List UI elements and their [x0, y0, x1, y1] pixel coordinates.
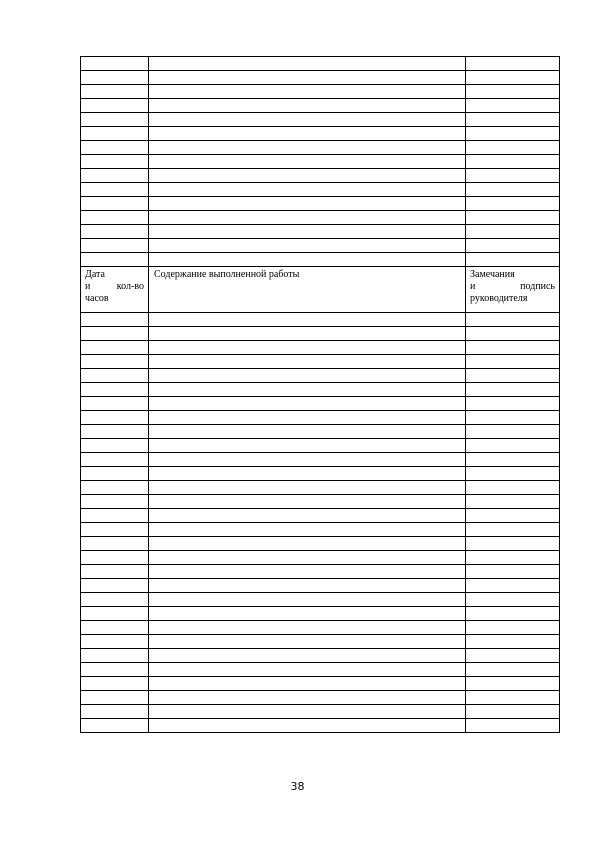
table-row — [81, 71, 560, 85]
remarks-cell[interactable] — [466, 495, 560, 509]
table-row — [81, 113, 560, 127]
work-content-cell[interactable] — [149, 369, 466, 383]
work-content-cell[interactable] — [149, 621, 466, 635]
header-date-line1: Дата — [85, 269, 105, 280]
work-content-cell[interactable] — [149, 253, 466, 267]
table-row — [81, 481, 560, 495]
table-row — [81, 355, 560, 369]
date-cell[interactable] — [81, 355, 149, 369]
table-row — [81, 141, 560, 155]
work-content-cell[interactable] — [149, 197, 466, 211]
date-cell[interactable] — [81, 183, 149, 197]
work-content-cell[interactable] — [149, 327, 466, 341]
table-row — [81, 523, 560, 537]
date-cell[interactable] — [81, 663, 149, 677]
table-row — [81, 397, 560, 411]
remarks-cell[interactable] — [466, 239, 560, 253]
header-work-content-label: Содержание выполненной работы — [154, 269, 300, 280]
table-row — [81, 197, 560, 211]
header-date-line2-right: кол-во — [116, 281, 144, 292]
work-content-cell[interactable] — [149, 551, 466, 565]
remarks-cell[interactable] — [466, 607, 560, 621]
work-content-cell[interactable] — [149, 183, 466, 197]
remarks-cell[interactable] — [466, 355, 560, 369]
remarks-cell[interactable] — [466, 127, 560, 141]
table-row — [81, 85, 560, 99]
remarks-cell[interactable] — [466, 537, 560, 551]
work-content-cell[interactable] — [149, 383, 466, 397]
date-cell[interactable] — [81, 677, 149, 691]
header-remarks-signature — [466, 267, 560, 313]
remarks-cell[interactable] — [466, 57, 560, 71]
remarks-cell[interactable] — [466, 621, 560, 635]
date-cell[interactable] — [81, 621, 149, 635]
table-rows-bottom — [81, 313, 560, 733]
table-row — [81, 607, 560, 621]
date-cell[interactable] — [81, 523, 149, 537]
work-content-cell[interactable] — [149, 705, 466, 719]
work-content-cell[interactable] — [149, 467, 466, 481]
date-cell[interactable] — [81, 593, 149, 607]
date-cell[interactable] — [81, 369, 149, 383]
header-date-hours — [81, 267, 149, 313]
remarks-cell[interactable] — [466, 439, 560, 453]
remarks-cell[interactable] — [466, 71, 560, 85]
table-row — [81, 327, 560, 341]
table-row — [81, 225, 560, 239]
remarks-cell[interactable] — [466, 313, 560, 327]
remarks-cell[interactable] — [466, 509, 560, 523]
work-content-cell[interactable] — [149, 677, 466, 691]
table-row — [81, 495, 560, 509]
date-cell[interactable] — [81, 635, 149, 649]
date-cell[interactable] — [81, 579, 149, 593]
remarks-cell[interactable] — [466, 411, 560, 425]
remarks-cell[interactable] — [466, 225, 560, 239]
table-row — [81, 719, 560, 733]
work-content-cell[interactable] — [149, 341, 466, 355]
work-content-cell[interactable] — [149, 85, 466, 99]
work-content-cell[interactable] — [149, 663, 466, 677]
work-content-cell[interactable] — [149, 71, 466, 85]
table-row — [81, 677, 560, 691]
work-content-cell[interactable] — [149, 523, 466, 537]
remarks-cell[interactable] — [466, 113, 560, 127]
work-content-cell[interactable] — [149, 495, 466, 509]
table-row — [81, 155, 560, 169]
header-remarks-line2-left: и — [470, 281, 476, 292]
date-cell[interactable] — [81, 71, 149, 85]
remarks-cell[interactable] — [466, 691, 560, 705]
work-content-cell[interactable] — [149, 453, 466, 467]
remarks-cell[interactable] — [466, 705, 560, 719]
table-row — [81, 663, 560, 677]
table-row — [81, 453, 560, 467]
date-cell[interactable] — [81, 691, 149, 705]
page-number: 38 — [290, 780, 305, 793]
table-row — [81, 691, 560, 705]
work-content-cell[interactable] — [149, 565, 466, 579]
date-cell[interactable] — [81, 141, 149, 155]
table-row — [81, 705, 560, 719]
work-log-table — [80, 56, 560, 733]
date-cell[interactable] — [81, 155, 149, 169]
work-content-cell[interactable] — [149, 425, 466, 439]
header-date-line2 — [85, 281, 144, 293]
date-cell[interactable] — [81, 253, 149, 267]
table-rows-top — [81, 57, 560, 267]
date-cell[interactable] — [81, 607, 149, 621]
work-content-cell[interactable] — [149, 239, 466, 253]
table-row — [81, 369, 560, 383]
remarks-cell[interactable] — [466, 719, 560, 733]
remarks-cell[interactable] — [466, 341, 560, 355]
work-content-cell[interactable] — [149, 635, 466, 649]
table-row — [81, 341, 560, 355]
remarks-cell[interactable] — [466, 593, 560, 607]
remarks-cell[interactable] — [466, 481, 560, 495]
date-cell[interactable] — [81, 327, 149, 341]
date-cell[interactable] — [81, 225, 149, 239]
table-row — [81, 313, 560, 327]
remarks-cell[interactable] — [466, 467, 560, 481]
remarks-cell[interactable] — [466, 523, 560, 537]
table-row — [81, 565, 560, 579]
remarks-cell[interactable] — [466, 649, 560, 663]
work-content-cell[interactable] — [149, 225, 466, 239]
header-remarks-line2 — [470, 281, 555, 293]
table-row — [81, 425, 560, 439]
table-row — [81, 411, 560, 425]
table-row — [81, 99, 560, 113]
work-content-cell[interactable] — [149, 313, 466, 327]
remarks-cell[interactable] — [466, 169, 560, 183]
remarks-cell[interactable] — [466, 85, 560, 99]
work-content-cell[interactable] — [149, 211, 466, 225]
date-cell[interactable] — [81, 537, 149, 551]
date-cell[interactable] — [81, 719, 149, 733]
header-date-line2-left: и — [85, 281, 91, 292]
date-cell[interactable] — [81, 453, 149, 467]
work-content-cell[interactable] — [149, 155, 466, 169]
work-content-cell[interactable] — [149, 509, 466, 523]
work-content-cell[interactable] — [149, 169, 466, 183]
date-cell[interactable] — [81, 239, 149, 253]
header-work-content — [149, 267, 466, 313]
remarks-cell[interactable] — [466, 155, 560, 169]
remarks-cell[interactable] — [466, 197, 560, 211]
date-cell[interactable] — [81, 85, 149, 99]
remarks-cell[interactable] — [466, 635, 560, 649]
date-cell[interactable] — [81, 705, 149, 719]
table-row — [81, 211, 560, 225]
date-cell[interactable] — [81, 439, 149, 453]
work-content-cell[interactable] — [149, 481, 466, 495]
date-cell[interactable] — [81, 495, 149, 509]
header-date-line3: часов — [85, 293, 109, 304]
work-content-cell[interactable] — [149, 719, 466, 733]
table-row — [81, 649, 560, 663]
work-content-cell[interactable] — [149, 593, 466, 607]
remarks-cell[interactable] — [466, 663, 560, 677]
remarks-cell[interactable] — [466, 425, 560, 439]
remarks-cell[interactable] — [466, 99, 560, 113]
work-content-cell[interactable] — [149, 411, 466, 425]
header-remarks-line3: руководителя — [470, 293, 528, 304]
table-header-row — [81, 267, 560, 313]
date-cell[interactable] — [81, 341, 149, 355]
date-cell[interactable] — [81, 211, 149, 225]
remarks-cell[interactable] — [466, 453, 560, 467]
header-remarks-line2-right: подпись — [520, 281, 555, 292]
table-row — [81, 127, 560, 141]
table-row — [81, 579, 560, 593]
table-row — [81, 621, 560, 635]
table-row — [81, 253, 560, 267]
date-cell[interactable] — [81, 509, 149, 523]
date-cell[interactable] — [81, 57, 149, 71]
date-cell[interactable] — [81, 551, 149, 565]
table-row — [81, 169, 560, 183]
work-content-cell[interactable] — [149, 397, 466, 411]
table-row — [81, 57, 560, 71]
table-row — [81, 439, 560, 453]
date-cell[interactable] — [81, 169, 149, 183]
date-cell[interactable] — [81, 383, 149, 397]
remarks-cell[interactable] — [466, 141, 560, 155]
table-row — [81, 551, 560, 565]
work-content-cell[interactable] — [149, 439, 466, 453]
remarks-cell[interactable] — [466, 565, 560, 579]
date-cell[interactable] — [81, 127, 149, 141]
date-cell[interactable] — [81, 397, 149, 411]
work-content-cell[interactable] — [149, 649, 466, 663]
work-content-cell[interactable] — [149, 691, 466, 705]
remarks-cell[interactable] — [466, 551, 560, 565]
date-cell[interactable] — [81, 481, 149, 495]
remarks-cell[interactable] — [466, 253, 560, 267]
table-row — [81, 509, 560, 523]
remarks-cell[interactable] — [466, 383, 560, 397]
work-content-cell[interactable] — [149, 537, 466, 551]
date-cell[interactable] — [81, 99, 149, 113]
work-content-cell[interactable] — [149, 99, 466, 113]
work-content-cell[interactable] — [149, 113, 466, 127]
table-row — [81, 239, 560, 253]
date-cell[interactable] — [81, 197, 149, 211]
table-row — [81, 537, 560, 551]
work-content-cell[interactable] — [149, 579, 466, 593]
table-row — [81, 635, 560, 649]
date-cell[interactable] — [81, 467, 149, 481]
work-content-cell[interactable] — [149, 141, 466, 155]
date-cell[interactable] — [81, 411, 149, 425]
date-cell[interactable] — [81, 313, 149, 327]
remarks-cell[interactable] — [466, 677, 560, 691]
remarks-cell[interactable] — [466, 327, 560, 341]
table-row — [81, 467, 560, 481]
work-content-cell[interactable] — [149, 127, 466, 141]
work-content-cell[interactable] — [149, 355, 466, 369]
remarks-cell[interactable] — [466, 369, 560, 383]
remarks-cell[interactable] — [466, 211, 560, 225]
date-cell[interactable] — [81, 113, 149, 127]
table-header-group — [81, 267, 560, 313]
header-remarks-line1: Замечания — [470, 269, 515, 280]
work-content-cell[interactable] — [149, 607, 466, 621]
table-row — [81, 183, 560, 197]
date-cell[interactable] — [81, 565, 149, 579]
remarks-cell[interactable] — [466, 183, 560, 197]
date-cell[interactable] — [81, 649, 149, 663]
work-content-cell[interactable] — [149, 57, 466, 71]
remarks-cell[interactable] — [466, 397, 560, 411]
remarks-cell[interactable] — [466, 579, 560, 593]
table-row — [81, 383, 560, 397]
table-row — [81, 593, 560, 607]
date-cell[interactable] — [81, 425, 149, 439]
